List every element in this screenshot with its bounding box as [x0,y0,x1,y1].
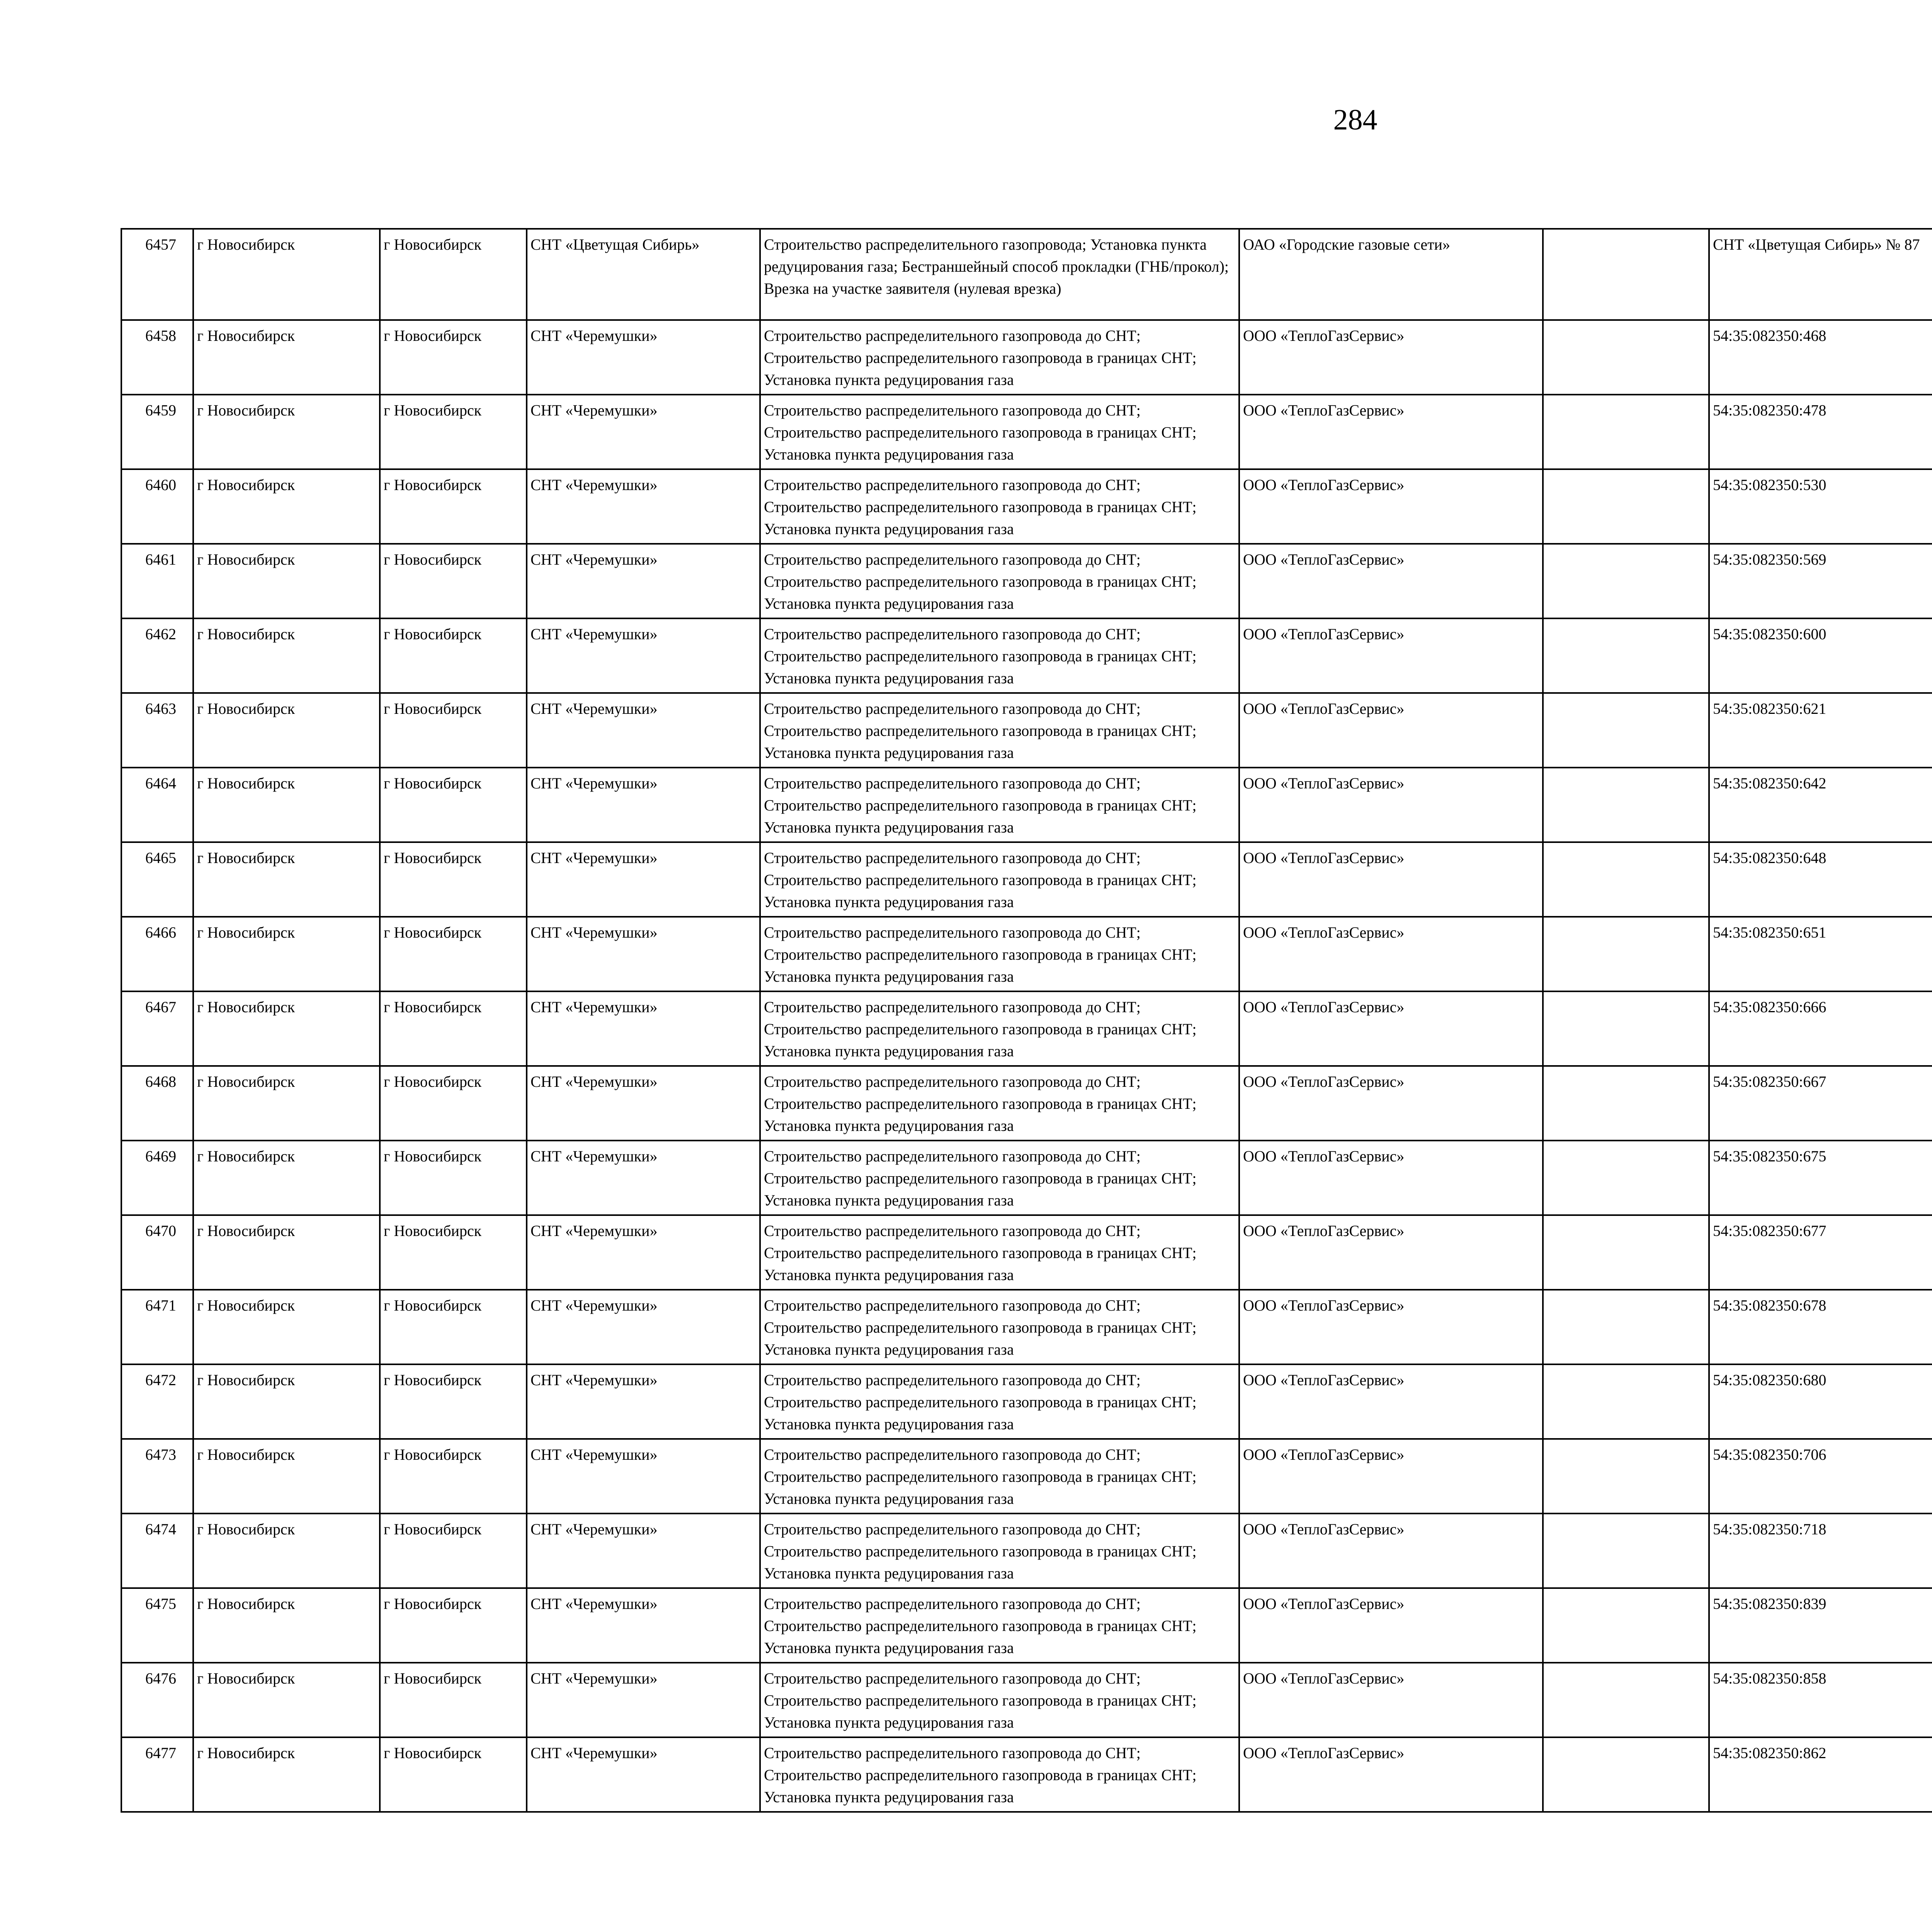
table-row [121,1364,1932,1439]
works-description-cell: Строительство распределительного газопровода до СНТ; Строительство распределительного газопровода в границах СНТ; Установка пункта редуцирования газа [760,1141,1239,1215]
cadastral-number-cell: 54:35:082350:677 [1709,1215,1932,1290]
row-number: 6457 [121,229,193,320]
works-description-cell: Строительство распределительного газопровода до СНТ; Строительство распределительного газопровода в границах СНТ; Установка пункта редуцирования газа [760,544,1239,618]
row-number: 6472 [121,1364,193,1439]
cadastral-number-cell: 54:35:082350:666 [1709,991,1932,1066]
works-description-cell: Строительство распределительного газопровода до СНТ; Строительство распределительного газопровода в границах СНТ; Установка пункта редуцирования газа [760,1737,1239,1812]
works-description-cell: Строительство распределительного газопровода до СНТ; Строительство распределительного газопровода в границах СНТ; Установка пункта редуцирования газа [760,1588,1239,1663]
object-name-cell: СНТ «Черемушки» [527,842,760,917]
table-row [121,1588,1932,1663]
cadastral-number-cell: 54:35:082350:678 [1709,1290,1932,1364]
settlement-cell: г Новосибирск [380,1364,527,1439]
empty-cell [1543,1215,1709,1290]
empty-cell [1543,768,1709,842]
works-description-cell: Строительство распределительного газопровода до СНТ; Строительство распределительного газопровода в границах СНТ; Установка пункта редуцирования газа [760,1364,1239,1439]
organization-cell: ООО «ТеплоГазСервис» [1239,917,1543,991]
works-description-cell: Строительство распределительного газопровода до СНТ; Строительство распределительного газопровода в границах СНТ; Установка пункта редуцирования газа [760,1290,1239,1364]
works-description-cell: Строительство распределительного газопровода до СНТ; Строительство распределительного газопровода в границах СНТ; Установка пункта редуцирования газа [760,842,1239,917]
cadastral-number-cell: СНТ «Цветущая Сибирь» № 87 [1709,229,1932,320]
cadastral-number-cell: 54:35:082350:858 [1709,1663,1932,1737]
row-number: 6458 [121,320,193,395]
page-number: 284 [1333,104,1378,136]
table-row [121,1663,1932,1737]
empty-cell [1543,1588,1709,1663]
row-number: 6476 [121,1663,193,1737]
object-name-cell: СНТ «Черемушки» [527,320,760,395]
works-description-cell: Строительство распределительного газопровода до СНТ; Строительство распределительного газопровода в границах СНТ; Установка пункта редуцирования газа [760,1439,1239,1514]
works-description-cell: Строительство распределительного газопровода до СНТ; Строительство распределительного газопровода в границах СНТ; Установка пункта редуцирования газа [760,395,1239,469]
table-body [121,229,1932,1812]
object-name-cell: СНТ «Черемушки» [527,768,760,842]
works-description-cell: Строительство распределительного газопровода до СНТ; Строительство распределительного газопровода в границах СНТ; Установка пункта редуцирования газа [760,1215,1239,1290]
object-name-cell: СНТ «Черемушки» [527,1215,760,1290]
cadastral-number-cell: 54:35:082350:642 [1709,768,1932,842]
table-row [121,1737,1932,1812]
object-name-cell: СНТ «Черемушки» [527,544,760,618]
district-cell: г Новосибирск [193,693,380,768]
settlement-cell: г Новосибирск [380,768,527,842]
object-name-cell: СНТ «Черемушки» [527,469,760,544]
cadastral-number-cell: 54:35:082350:648 [1709,842,1932,917]
cadastral-number-cell: 54:35:082350:667 [1709,1066,1932,1141]
object-name-cell: СНТ «Черемушки» [527,1364,760,1439]
cadastral-number-cell: 54:35:082350:706 [1709,1439,1932,1514]
district-cell: г Новосибирск [193,991,380,1066]
organization-cell: ООО «ТеплоГазСервис» [1239,544,1543,618]
row-number: 6473 [121,1439,193,1514]
row-number: 6465 [121,842,193,917]
organization-cell: ООО «ТеплоГазСервис» [1239,1364,1543,1439]
settlement-cell: г Новосибирск [380,1514,527,1588]
cadastral-number-cell: 54:35:082350:680 [1709,1364,1932,1439]
empty-cell [1543,320,1709,395]
district-cell: г Новосибирск [193,1439,380,1514]
organization-cell: ООО «ТеплоГазСервис» [1239,1066,1543,1141]
works-description-cell: Строительство распределительного газопровода до СНТ; Строительство распределительного газопровода в границах СНТ; Установка пункта редуцирования газа [760,320,1239,395]
table-row [121,618,1932,693]
table-row [121,1215,1932,1290]
district-cell: г Новосибирск [193,544,380,618]
row-number: 6468 [121,1066,193,1141]
organization-cell: ООО «ТеплоГазСервис» [1239,320,1543,395]
settlement-cell: г Новосибирск [380,395,527,469]
cadastral-number-cell: 54:35:082350:478 [1709,395,1932,469]
row-number: 6471 [121,1290,193,1364]
district-cell: г Новосибирск [193,1066,380,1141]
organization-cell: ООО «ТеплоГазСервис» [1239,842,1543,917]
works-description-cell: Строительство распределительного газопровода до СНТ; Строительство распределительного газопровода в границах СНТ; Установка пункта редуцирования газа [760,991,1239,1066]
empty-cell [1543,1737,1709,1812]
settlement-cell: г Новосибирск [380,544,527,618]
row-number: 6463 [121,693,193,768]
settlement-cell: г Новосибирск [380,1066,527,1141]
district-cell: г Новосибирск [193,320,380,395]
row-number: 6464 [121,768,193,842]
district-cell: г Новосибирск [193,1663,380,1737]
works-description-cell: Строительство распределительного газопровода до СНТ; Строительство распределительного газопровода в границах СНТ; Установка пункта редуцирования газа [760,469,1239,544]
organization-cell: ООО «ТеплоГазСервис» [1239,1290,1543,1364]
empty-cell [1543,1290,1709,1364]
empty-cell [1543,395,1709,469]
organization-cell: ООО «ТеплоГазСервис» [1239,1663,1543,1737]
table-row [121,544,1932,618]
empty-cell [1543,693,1709,768]
object-name-cell: СНТ «Цветущая Сибирь» [527,229,760,320]
empty-cell [1543,618,1709,693]
organization-cell: ООО «ТеплоГазСервис» [1239,1588,1543,1663]
table-row [121,917,1932,991]
works-description-cell: Строительство распределительного газопровода до СНТ; Строительство распределительного газопровода в границах СНТ; Установка пункта редуцирования газа [760,1663,1239,1737]
settlement-cell: г Новосибирск [380,1290,527,1364]
table-row [121,768,1932,842]
row-number: 6461 [121,544,193,618]
settlement-cell: г Новосибирск [380,1737,527,1812]
cadastral-number-cell: 54:35:082350:675 [1709,1141,1932,1215]
works-description-cell: Строительство распределительного газопровода до СНТ; Строительство распределительного газопровода в границах СНТ; Установка пункта редуцирования газа [760,618,1239,693]
organization-cell: ОАО «Городские газовые сети» [1239,229,1543,320]
organization-cell: ООО «ТеплоГазСервис» [1239,1737,1543,1812]
object-name-cell: СНТ «Черемушки» [527,917,760,991]
empty-cell [1543,229,1709,320]
organization-cell: ООО «ТеплоГазСервис» [1239,618,1543,693]
row-number: 6460 [121,469,193,544]
settlement-cell: г Новосибирск [380,842,527,917]
settlement-cell: г Новосибирск [380,618,527,693]
organization-cell: ООО «ТеплоГазСервис» [1239,1141,1543,1215]
district-cell: г Новосибирск [193,1290,380,1364]
organization-cell: ООО «ТеплоГазСервис» [1239,1439,1543,1514]
settlement-cell: г Новосибирск [380,229,527,320]
cadastral-number-cell: 54:35:082350:718 [1709,1514,1932,1588]
district-cell: г Новосибирск [193,1737,380,1812]
organization-cell: ООО «ТеплоГазСервис» [1239,693,1543,768]
works-description-cell: Строительство распределительного газопровода; Установка пункта редуцирования газа; Бестраншейный способ прокладки (ГНБ/прокол); Врезка на участке заявителя (нулевая врезка) [760,229,1239,320]
row-number: 6474 [121,1514,193,1588]
object-name-cell: СНТ «Черемушки» [527,618,760,693]
object-name-cell: СНТ «Черемушки» [527,1737,760,1812]
organization-cell: ООО «ТеплоГазСервис» [1239,768,1543,842]
settlement-cell: г Новосибирск [380,1439,527,1514]
works-description-cell: Строительство распределительного газопровода до СНТ; Строительство распределительного газопровода в границах СНТ; Установка пункта редуцирования газа [760,1514,1239,1588]
row-number: 6475 [121,1588,193,1663]
row-number: 6462 [121,618,193,693]
cadastral-number-cell: 54:35:082350:862 [1709,1737,1932,1812]
table-row [121,991,1932,1066]
district-cell: г Новосибирск [193,618,380,693]
object-name-cell: СНТ «Черемушки» [527,991,760,1066]
district-cell: г Новосибирск [193,842,380,917]
empty-cell [1543,1514,1709,1588]
table-row [121,229,1932,320]
empty-cell [1543,991,1709,1066]
gasification-table [121,228,1932,1813]
object-name-cell: СНТ «Черемушки» [527,1141,760,1215]
cadastral-number-cell: 54:35:082350:651 [1709,917,1932,991]
settlement-cell: г Новосибирск [380,1663,527,1737]
empty-cell [1543,917,1709,991]
row-number: 6466 [121,917,193,991]
cadastral-number-cell: 54:35:082350:530 [1709,469,1932,544]
row-number: 6477 [121,1737,193,1812]
district-cell: г Новосибирск [193,1514,380,1588]
object-name-cell: СНТ «Черемушки» [527,1439,760,1514]
organization-cell: ООО «ТеплоГазСервис» [1239,1215,1543,1290]
object-name-cell: СНТ «Черемушки» [527,1588,760,1663]
district-cell: г Новосибирск [193,768,380,842]
settlement-cell: г Новосибирск [380,1141,527,1215]
table-row [121,693,1932,768]
district-cell: г Новосибирск [193,1364,380,1439]
settlement-cell: г Новосибирск [380,693,527,768]
district-cell: г Новосибирск [193,469,380,544]
table-row [121,1514,1932,1588]
row-number: 6459 [121,395,193,469]
cadastral-number-cell: 54:35:082350:468 [1709,320,1932,395]
cadastral-number-cell: 54:35:082350:600 [1709,618,1932,693]
empty-cell [1543,1066,1709,1141]
settlement-cell: г Новосибирск [380,917,527,991]
settlement-cell: г Новосибирск [380,1215,527,1290]
works-description-cell: Строительство распределительного газопровода до СНТ; Строительство распределительного газопровода в границах СНТ; Установка пункта редуцирования газа [760,917,1239,991]
object-name-cell: СНТ «Черемушки» [527,693,760,768]
settlement-cell: г Новосибирск [380,320,527,395]
row-number: 6469 [121,1141,193,1215]
object-name-cell: СНТ «Черемушки» [527,1514,760,1588]
empty-cell [1543,1663,1709,1737]
empty-cell [1543,469,1709,544]
settlement-cell: г Новосибирск [380,469,527,544]
cadastral-number-cell: 54:35:082350:569 [1709,544,1932,618]
organization-cell: ООО «ТеплоГазСервис» [1239,395,1543,469]
table-row [121,1439,1932,1514]
cadastral-number-cell: 54:35:082350:839 [1709,1588,1932,1663]
organization-cell: ООО «ТеплоГазСервис» [1239,991,1543,1066]
object-name-cell: СНТ «Черемушки» [527,1663,760,1737]
empty-cell [1543,1439,1709,1514]
table-row [121,842,1932,917]
organization-cell: ООО «ТеплоГазСервис» [1239,1514,1543,1588]
table-row [121,1141,1932,1215]
empty-cell [1543,1141,1709,1215]
empty-cell [1543,544,1709,618]
table-row [121,469,1932,544]
works-description-cell: Строительство распределительного газопровода до СНТ; Строительство распределительного газопровода в границах СНТ; Установка пункта редуцирования газа [760,768,1239,842]
cadastral-number-cell: 54:35:082350:621 [1709,693,1932,768]
district-cell: г Новосибирск [193,395,380,469]
works-description-cell: Строительство распределительного газопровода до СНТ; Строительство распределительного газопровода в границах СНТ; Установка пункта редуцирования газа [760,693,1239,768]
district-cell: г Новосибирск [193,1588,380,1663]
empty-cell [1543,842,1709,917]
settlement-cell: г Новосибирск [380,1588,527,1663]
row-number: 6467 [121,991,193,1066]
table-row [121,320,1932,395]
district-cell: г Новосибирск [193,917,380,991]
district-cell: г Новосибирск [193,229,380,320]
district-cell: г Новосибирск [193,1141,380,1215]
organization-cell: ООО «ТеплоГазСервис» [1239,469,1543,544]
object-name-cell: СНТ «Черемушки» [527,395,760,469]
empty-cell [1543,1364,1709,1439]
table-row [121,395,1932,469]
district-cell: г Новосибирск [193,1215,380,1290]
table-row [121,1290,1932,1364]
object-name-cell: СНТ «Черемушки» [527,1066,760,1141]
table-row [121,1066,1932,1141]
works-description-cell: Строительство распределительного газопровода до СНТ; Строительство распределительного газопровода в границах СНТ; Установка пункта редуцирования газа [760,1066,1239,1141]
settlement-cell: г Новосибирск [380,991,527,1066]
object-name-cell: СНТ «Черемушки» [527,1290,760,1364]
row-number: 6470 [121,1215,193,1290]
